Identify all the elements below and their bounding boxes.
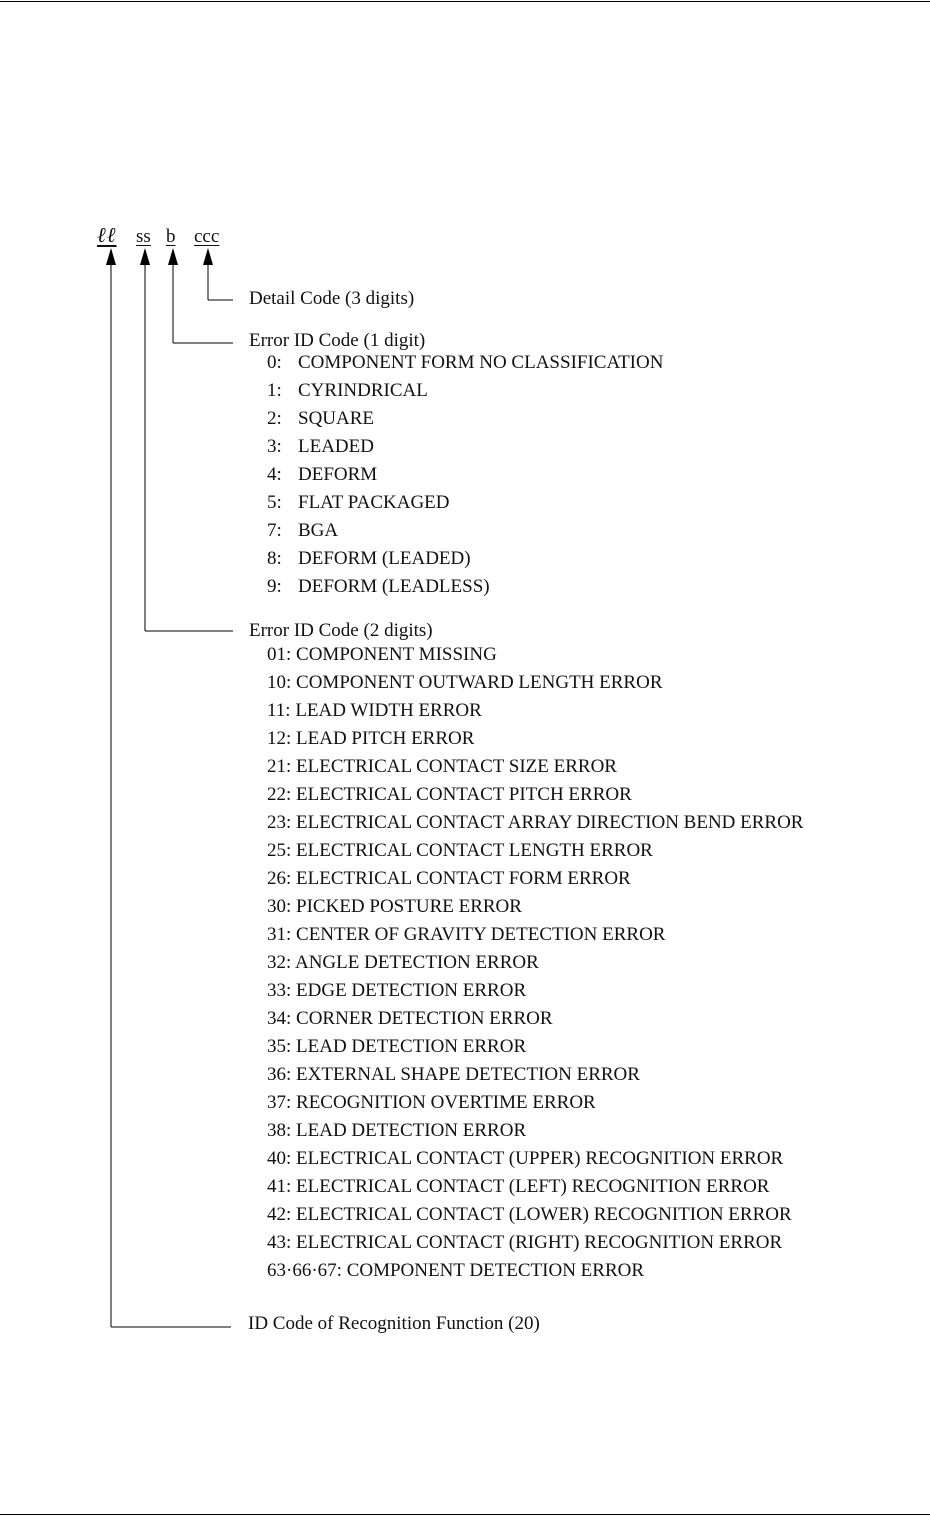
list-item: 35: LEAD DETECTION ERROR [267,1036,527,1057]
list-item: 40: ELECTRICAL CONTACT (UPPER) RECOGNITION ERROR [267,1148,784,1169]
code-ll: ℓℓ [97,223,117,247]
error-id-1-label: Error ID Code (1 digit) [249,330,426,351]
list-item: 22: ELECTRICAL CONTACT PITCH ERROR [267,784,632,805]
code-ccc: ccc [194,226,220,247]
list-item: 12: LEAD PITCH ERROR [267,728,475,749]
recognition-function-label: ID Code of Recognition Function (20) [248,1313,540,1334]
list-item: 8: DEFORM (LEADED) [267,548,471,569]
list-item: 0: COMPONENT FORM NO CLASSIFICATION [267,352,664,373]
list-item: 41: ELECTRICAL CONTACT (LEFT) RECOGNITION ERROR [267,1176,770,1197]
list-item: 34: CORNER DETECTION ERROR [267,1008,553,1029]
list-item: 1: CYRINDRICAL [267,380,428,401]
list-item: 43: ELECTRICAL CONTACT (RIGHT) RECOGNITION ERROR [267,1232,783,1253]
list-item: 38: LEAD DETECTION ERROR [267,1120,527,1141]
list-item: 63·66·67: COMPONENT DETECTION ERROR [267,1260,645,1281]
list-item: 4: DEFORM [267,464,378,485]
list-item: 10: COMPONENT OUTWARD LENGTH ERROR [267,672,663,693]
list-item: 3: LEADED [267,436,374,457]
list-item: 31: CENTER OF GRAVITY DETECTION ERROR [267,924,666,945]
list-item: 32: ANGLE DETECTION ERROR [267,952,539,973]
list-item: 25: ELECTRICAL CONTACT LENGTH ERROR [267,840,653,861]
code-ss: ss [136,226,151,247]
list-item: 01: COMPONENT MISSING [267,644,497,665]
ss-arrowhead [140,248,150,265]
code-b: b [166,226,176,247]
list-item: 23: ELECTRICAL CONTACT ARRAY DIRECTION BEND ERROR [267,812,804,833]
list-item: 9: DEFORM (LEADLESS) [267,576,490,597]
detail-code-label: Detail Code (3 digits) [249,288,415,309]
b-arrowhead [168,248,178,265]
list-item: 42: ELECTRICAL CONTACT (LOWER) RECOGNITION ERROR [267,1204,792,1225]
list-item: 26: ELECTRICAL CONTACT FORM ERROR [267,868,631,889]
list-item: 36: EXTERNAL SHAPE DETECTION ERROR [267,1064,640,1085]
list-item: 21: ELECTRICAL CONTACT SIZE ERROR [267,756,617,777]
ccc-arrowhead [203,248,213,265]
list-item: 5: FLAT PACKAGED [267,492,450,513]
list-item: 30: PICKED POSTURE ERROR [267,896,522,917]
list-item: 2: SQUARE [267,408,375,429]
list-item: 33: EDGE DETECTION ERROR [267,980,527,1001]
ll-arrowhead [106,248,116,265]
list-item: 37: RECOGNITION OVERTIME ERROR [267,1092,596,1113]
list-item: 11: LEAD WIDTH ERROR [267,700,482,721]
list-item: 7: BGA [267,520,339,541]
error-id-2-label: Error ID Code (2 digits) [249,620,433,641]
